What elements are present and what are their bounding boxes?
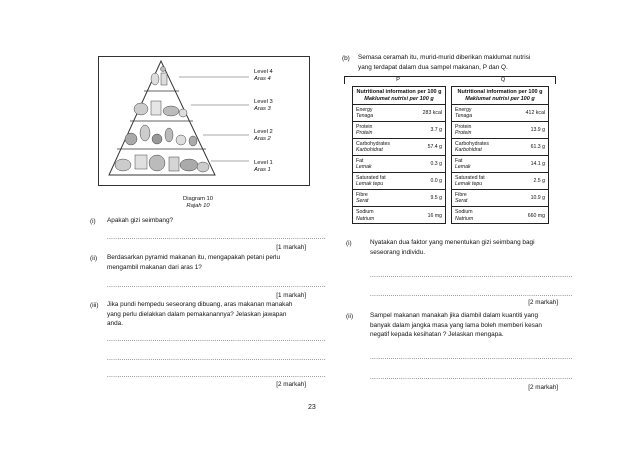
table-p-row — [353, 207, 445, 224]
table-p-header-en: Nutritional information per 100 g — [356, 89, 442, 95]
row-name-ms: Protein — [455, 130, 472, 136]
right-q1-answer-line-2[interactable]: .................................................................................................. — [370, 292, 573, 298]
row-name: Fat — [455, 157, 463, 164]
table-q-header-en: Nutritional information per 100 g — [457, 89, 543, 95]
row-value: 412 kcal — [525, 110, 545, 116]
row-name: Protein — [356, 123, 373, 130]
row-name: Saturated fat — [455, 174, 485, 181]
table-p-row — [353, 190, 445, 207]
level-3-ms: Aras 3 — [254, 106, 271, 112]
row-value: 57.4 g — [427, 144, 442, 150]
table-q-row — [452, 139, 548, 156]
level-1-label — [254, 160, 273, 174]
left-q3-answer-line-1[interactable]: .......................................................................................................... — [107, 337, 327, 343]
left-q3-text — [107, 300, 292, 329]
level-1-ms: Aras 1 — [254, 167, 271, 173]
table-q-row — [452, 122, 548, 139]
left-q3-answer-line-2[interactable]: .......................................................................................................... — [107, 356, 327, 362]
row-name: Carbohydrates — [455, 140, 490, 147]
row-name-ms: Protein — [356, 130, 373, 136]
left-q3-number: (iii) — [90, 302, 99, 309]
row-name-ms: Tenaga — [356, 113, 374, 119]
food-pyramid-drawing — [99, 57, 311, 187]
level-4-label — [254, 69, 273, 83]
row-name-ms: Tenaga — [455, 113, 473, 119]
right-q2-answer-line-1[interactable]: .................................................................................................. — [370, 355, 573, 361]
table-q-row — [452, 190, 548, 207]
row-name-ms: Lemak — [356, 164, 372, 170]
diagram-caption — [168, 196, 228, 210]
table-q-row — [452, 156, 548, 173]
row-name: Saturated fat — [356, 174, 386, 181]
left-q1-mark: [1 markah] — [276, 244, 306, 251]
level-4-en: Level 4 — [254, 69, 273, 75]
row-name-ms: Serat — [356, 198, 369, 204]
left-q2-answer-line[interactable]: .......................................................................................................... — [107, 283, 327, 289]
part-b-label: (b) — [342, 55, 350, 62]
row-name: Sodium — [455, 209, 473, 215]
left-q1-answer-line[interactable]: .......................................................................................................... — [107, 235, 327, 241]
table-q-row — [452, 173, 548, 190]
part-b-intro-line-1: Semasa ceramah itu, murid-murid diberikan maklumat nutrisi — [358, 54, 531, 61]
right-q1-line-1: Nyatakan dua faktor yang menentukan gizi seimbang bagi — [370, 239, 535, 246]
row-value: 0.0 g — [430, 178, 442, 184]
left-q3-line-2: yang perlu dielakkan dalam pemakanannya? Jelaskan jawapan — [107, 310, 287, 318]
row-value: 61.3 g — [530, 144, 545, 150]
right-q1-answer-line-1[interactable]: .................................................................................................. — [370, 273, 573, 279]
diagram-caption-ms: Rajah 10 — [186, 203, 210, 209]
row-value: 9.5 g — [430, 195, 442, 201]
diagram-caption-en: Diagram 10 — [183, 196, 213, 202]
right-q2-answer-line-2[interactable]: .................................................................................................. — [370, 375, 573, 381]
row-value: 16 mg — [427, 212, 442, 219]
table-p-header-ms: Maklumat nutrisi per 100 g — [364, 96, 434, 102]
table-q-row — [452, 207, 548, 224]
right-q2-mark: [2 markah] — [528, 384, 558, 391]
left-q3-answer-line-3[interactable]: .......................................................................................................... — [107, 373, 327, 379]
sample-p-label: P — [396, 77, 400, 83]
row-value: 2.5 g — [533, 178, 545, 184]
row-value: 14.1 g — [530, 161, 545, 167]
row-name: Energy — [356, 106, 373, 113]
part-b-intro — [358, 53, 530, 72]
row-name: Carbohydrates — [356, 140, 391, 147]
part-b-intro-line-2: yang terdapat dalam dua sampel makanan, P dan Q. — [358, 63, 508, 71]
left-q3-line-1: Jika pundi hempedu seseorang dibuang, aras makanan manakah — [107, 301, 293, 308]
left-q1-text: Apakah gizi seimbang? — [107, 217, 174, 224]
level-4-ms: Aras 4 — [254, 76, 271, 82]
level-2-ms: Aras 2 — [254, 136, 271, 142]
right-q1-mark: [2 markah] — [528, 299, 558, 306]
row-name: Energy — [455, 106, 472, 113]
level-2-label — [254, 129, 273, 143]
left-q3-line-3: anda. — [107, 320, 123, 327]
right-q2-number: (ii) — [346, 313, 354, 320]
row-name-ms: Karbohidrat — [356, 147, 383, 153]
table-p-row — [353, 156, 445, 173]
row-name: Protein — [455, 123, 472, 130]
row-value: 13.9 g — [530, 127, 545, 133]
row-name: Fibre — [455, 191, 467, 198]
right-q2-line-3: negatif kepada kesihatan ? Jelaskan mengapa. — [370, 331, 504, 338]
row-name-ms: Natrium — [455, 215, 474, 222]
sample-q-label: Q — [500, 77, 506, 83]
right-q2-line-2: banyak dalam jangka masa yang lama boleh memberi kesan — [370, 321, 542, 329]
table-p-row — [353, 139, 445, 156]
row-name-ms: Natrium — [356, 215, 375, 222]
level-3-en: Level 3 — [254, 99, 273, 105]
right-q1-number: (i) — [346, 240, 352, 247]
level-3-label — [254, 99, 273, 113]
table-q-row — [452, 105, 548, 122]
level-1-en: Level 1 — [254, 160, 273, 166]
row-value: 10.9 g — [530, 195, 545, 201]
row-value: 283 kcal — [422, 110, 442, 116]
nutrition-table-p — [352, 86, 446, 224]
right-q2-text — [370, 311, 542, 340]
table-p-row — [353, 173, 445, 190]
row-name: Fibre — [356, 191, 368, 198]
left-q2-text — [107, 253, 280, 272]
page-number: 23 — [308, 404, 316, 411]
sample-header-band — [344, 76, 556, 84]
row-name-ms: Serat — [455, 198, 468, 204]
left-q2-mark: [1 markah] — [276, 292, 306, 299]
row-name: Sodium — [356, 209, 374, 215]
food-pyramid-figure — [98, 56, 310, 186]
table-p-row — [353, 105, 445, 122]
right-q2-line-1: Sampel makanan manakah jika diambil dalam kuantiti yang — [370, 312, 539, 319]
left-q2-line-1: Berdasarkan pyramid makanan itu, mengapakah petani perlu — [107, 254, 281, 261]
row-name-ms: Lemak tepu — [356, 181, 384, 187]
level-2-en: Level 2 — [254, 129, 273, 135]
table-q-header — [452, 87, 548, 105]
row-name-ms: Lemak tepu — [455, 181, 483, 187]
left-q2-line-2: mengambil makanan dari aras 1? — [107, 263, 202, 271]
left-q1-number: (i) — [90, 218, 96, 225]
left-q3-mark: [2 markah] — [276, 381, 306, 388]
row-value: 0.3 g — [430, 161, 442, 167]
table-p-header — [353, 87, 445, 105]
row-name-ms: Lemak — [455, 164, 471, 170]
right-q1-text — [370, 238, 534, 257]
left-q2-number: (ii) — [90, 255, 98, 262]
row-value: 660 mg — [527, 212, 545, 219]
row-name-ms: Karbohidrat — [455, 147, 482, 153]
nutrition-table-q — [451, 86, 549, 224]
table-p-row — [353, 122, 445, 139]
row-name: Fat — [356, 157, 364, 164]
right-q1-line-2: seseorang individu. — [370, 248, 426, 256]
table-q-header-ms: Maklumat nutrisi per 100 g — [465, 96, 535, 102]
row-value: 3.7 g — [430, 127, 442, 133]
